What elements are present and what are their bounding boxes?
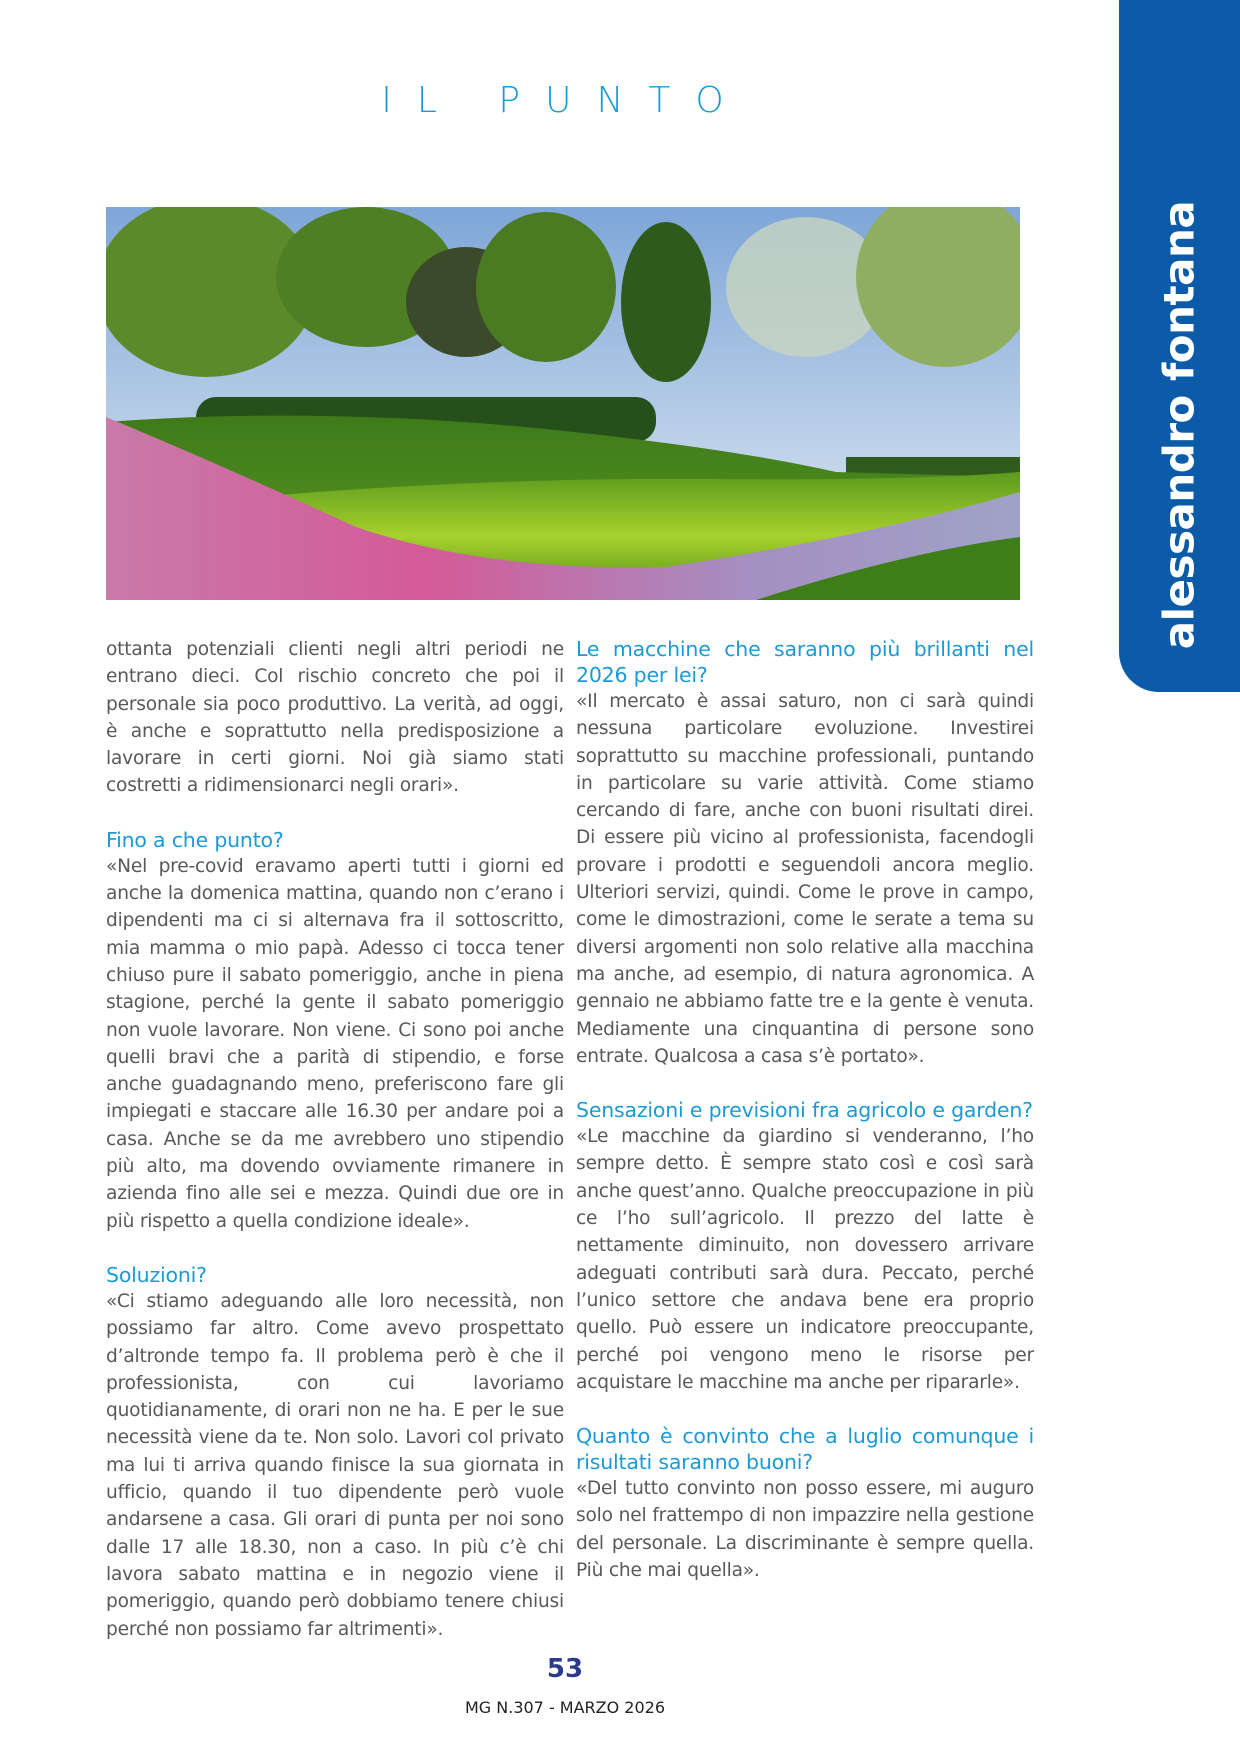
question-heading: Soluzioni? bbox=[106, 1262, 207, 1287]
question-heading: Fino a che punto? bbox=[106, 827, 284, 852]
body-paragraph: «Del tutto convinto non posso essere, mi auguro solo nel frattempo di non impazzire nella gestione del personale. La discriminante è sempre quella. Più che mai quella». bbox=[576, 1478, 1034, 1582]
question-heading: Sensazioni e previsioni fra agricolo e garden? bbox=[576, 1098, 1033, 1123]
question-heading: Quanto è convinto che a luglio comunque i risultati saranno buoni? bbox=[576, 1424, 1034, 1475]
body-paragraph: «Le macchine da giardino si venderanno, l’ho sempre detto. È sempre stato così e così sarà anche quest’anno. Qualche preoccupazione in più ce l’ho sull’agricolo. Il prezzo del latte è nettamente diminuito, non dovessero arrivare adeguati contributi sarà dura. Peccato, perché l’unico settore che andava bene era proprio quello. Può essere un indicatore preoccupante, perché poi vengono meno le risorse per acquistare le macchine ma anche per ripararle». bbox=[576, 1126, 1034, 1393]
body-paragraph: «Il mercato è assai saturo, non ci sarà quindi nessuna particolare evoluzione. Investirei soprattutto su macchine professionali, puntando in particolare su varie attività. Come stiamo cercando di fare, anche con buoni risultati direi. Di essere più vicino al professionista, facendogli provare i prodotti e seguendoli ancora meglio. Ulteriori servizi, quindi. Come le prove in campo, come le dimostrazioni, come le serate a tema su diversi argomenti non solo relative alla macchina ma anche, ad esempio, di natura agronomica. A gennaio ne abbiamo fatte tre e la gente è venuta. Mediamente una cinquantina di persone sono entrate. Qualcosa a casa s’è portato». bbox=[576, 691, 1034, 1067]
issue-info: MG N.307 - MARZO 2026 bbox=[464, 1698, 666, 1717]
question-heading: Le macchine che saranno più brillanti nel 2026 per lei? bbox=[576, 637, 1034, 687]
article-right-column bbox=[576, 636, 1034, 1584]
garden-photo-illustration bbox=[106, 207, 1020, 600]
author-side-tab bbox=[1119, 0, 1240, 692]
body-paragraph: ottanta potenziali clienti negli altri periodi ne entrano dieci. Col rischio concreto che poi il personale sia poco produttivo. La verità, ad oggi, è anche e soprattutto nella predisposizione a lavorare in certi giorni. Noi già siamo stati costretti a ridimensionarci negli orari». bbox=[106, 639, 564, 797]
body-paragraph: «Nel pre-covid eravamo aperti tutti i giorni ed anche la domenica mattina, quando non c’erano i dipendenti ma ci si alternava fra il sottoscritto, mia mamma o mio papà. Adesso ci tocca tener chiuso pure il sabato pomeriggio, anche in piena stagione, perché la gente il sabato pomeriggio non vuole lavorare. Non viene. Ci sono poi anche quelli bravi che a parità di stipendio, e forse anche guadagnando meno, preferiscono fare gli impiegati e staccare alle 16.30 per andare poi a casa. Anche se da me avrebbero uno stipendio più alto, ma dovendo ovviamente rimanere in azienda fino alle sei e mezza. Quindi due ore in più rispetto a quella condizione ideale». bbox=[106, 855, 564, 1232]
body-paragraph: «Ci stiamo adeguando alle loro necessità, non possiamo far altro. Come avevo prospettato d’altronde tempo fa. Il problema però è che il professionista, con cui lavoriamo quotidianamente, di orari non ne ha. E per le sue necessità viene da te. Non solo. Lavori col privato ma lui ti arriva quando finisce la sua giornata in ufficio, quando il tuo dipendente però vuole andarsene a casa. Gli orari di punta per noi sono dalle 17 alle 18.30, non a caso. In più c’è chi lavora sabato mattina e in negozio viene il pomeriggio, quando però dobbiamo tenere chiusi perché non possiamo far altrimenti». bbox=[106, 1290, 564, 1640]
page-number: 53 bbox=[546, 1654, 584, 1684]
section-title: IL PUNTO bbox=[381, 80, 749, 121]
author-name: alessandro fontana bbox=[1154, 200, 1204, 650]
article-left-column bbox=[106, 636, 564, 1643]
hero-garden-image bbox=[106, 207, 1020, 600]
